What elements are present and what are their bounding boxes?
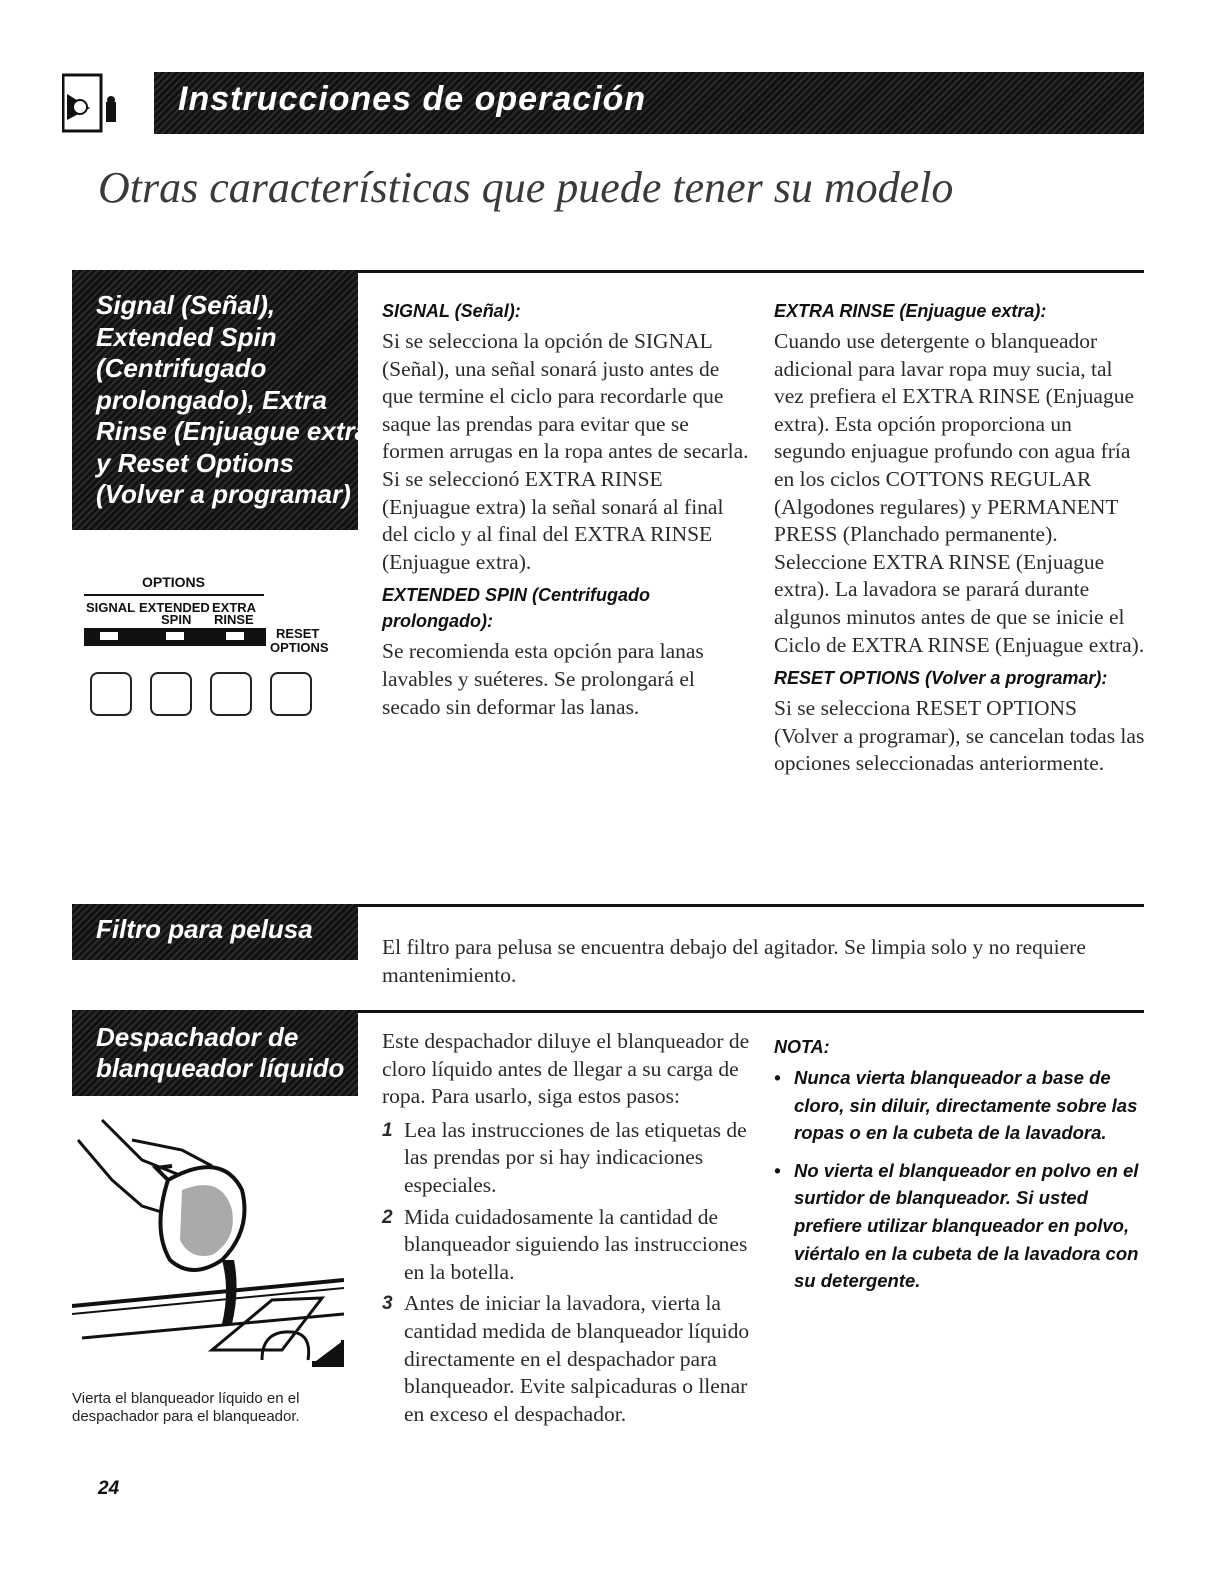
bullet-icon: •: [774, 1067, 781, 1088]
bullet-icon: •: [774, 1159, 781, 1181]
panel-spin-label: SPIN: [161, 612, 192, 627]
washer-operation-icon: [62, 72, 120, 134]
section1-rule: [358, 270, 1144, 273]
list-item: [382, 1204, 752, 1287]
panel-indicator-strip: [84, 628, 266, 646]
reset-options-text: Si se selecciona RESET OPTIONS (Volver a programar), se cancelan todas las opciones seleccionadas anteriormente.: [774, 696, 1145, 776]
panel-extra-label: EXTRA: [212, 600, 257, 615]
panel-button: [210, 672, 252, 716]
list-item: [774, 1064, 1144, 1147]
dispenser-intro: Este despachador diluye el blanqueador de cloro líquido antes de llegar a su carga de ropa. Para usarlo, siga estos pasos:: [382, 1029, 750, 1109]
panel-extended-label: EXTENDED: [139, 600, 210, 615]
panel-reset-label: RESET: [276, 626, 320, 641]
extra-rinse-heading: EXTRA RINSE (Enjuague extra):: [774, 301, 1047, 321]
panel-reset-options-label: OPTIONS: [270, 640, 329, 655]
note-text: Nunca vierta blanqueador a base de cloro, sin diluir, directamente sobre las ropas o en la cubeta de la lavadora.: [794, 1067, 1138, 1144]
step-text: Lea las instrucciones de las etiquetas de las prendas por si hay indicaciones especiales.: [404, 1117, 747, 1197]
step-number: 3: [382, 1293, 393, 1315]
sidebar-line: y Reset Options: [96, 447, 294, 478]
step-number: 2: [382, 1206, 393, 1228]
section2-sidebar-title: Filtro para pelusa: [96, 914, 313, 944]
pouring-bleach-illustration: [72, 1110, 344, 1382]
options-panel-illustration: [78, 548, 340, 748]
section1-col1: [382, 294, 752, 727]
list-item: [382, 1117, 752, 1200]
extended-spin-heading: EXTENDED SPIN (Centrifugado prolongado):: [382, 585, 651, 632]
step-text: Mida cuidadosamente la cantidad de blanqueador siguiendo las instrucciones en la botella.: [404, 1204, 748, 1284]
section2-text: El filtro para pelusa se encuentra debajo del agitador. Se limpia solo y no requiere mantenimiento.: [382, 935, 1086, 987]
sidebar-line: blanqueador líquido: [96, 1053, 345, 1083]
section2-sidebar: [72, 904, 358, 960]
extra-rinse-text: Cuando use detergente o blanqueador adicional para lavar ropa muy sucia, tal vez prefiera el EXTRA RINSE (Enjuague extra). Esta opción proporciona un segundo enjuague profundo con agua fría en los ciclos COTTONS REGULAR (Algodones regulares) y PERMANENT PRESS (Planchado permanente). Seleccione EXTRA RINSE (Enjuague extra). La lavadora se parará durante algunos minutos antes de que se inicie el Ciclo de EXTRA RINSE (Enjuague extra).: [774, 329, 1145, 657]
page-number: 24: [98, 1478, 120, 1499]
list-item: [382, 1290, 752, 1428]
section1-col2: [774, 294, 1146, 784]
section2-rule: [358, 904, 1144, 907]
extended-spin-text: Se recomienda esta opción para lanas lavables y suéteres. Se prolongará el secado sin deformar las lanas.: [382, 639, 704, 719]
panel-options-label: OPTIONS: [142, 574, 206, 590]
list-item: [774, 1157, 1144, 1295]
panel-button: [150, 672, 192, 716]
step-number: 1: [382, 1119, 393, 1141]
step-text: Antes de iniciar la lavadora, vierta la cantidad medida de blanqueador líquido directamente en el despachador para blanqueador. Evite salpicaduras o llenar en exceso el despachador.: [404, 1291, 750, 1426]
section3-col2: [774, 1030, 1144, 1305]
sidebar-line: Extended Spin: [96, 321, 277, 352]
sidebar-line: (Centrifugado: [96, 353, 267, 383]
page-title: Otras características que puede tener su modelo: [98, 163, 954, 212]
section3-col1: [382, 1028, 752, 1432]
panel-button: [270, 672, 312, 716]
panel-button: [90, 672, 132, 716]
illustration-caption: Vierta el blanqueador líquido en el despachador para el blanqueador.: [72, 1390, 300, 1425]
sidebar-line: Rinse (Enjuague extra): [96, 416, 378, 446]
sidebar-line: Signal (Señal),: [96, 290, 276, 320]
section1-sidebar: [72, 270, 378, 530]
section3-rule: [358, 1010, 1144, 1013]
sidebar-line: prolongado), Extra: [96, 384, 328, 415]
panel-signal-label: SIGNAL: [86, 600, 136, 615]
signal-text: Si se selecciona la opción de SIGNAL (Señal), una señal sonará justo antes de que termine el ciclo para recordarle que saque las prendas para evitar que se formen arrugas en la ropa antes de secarla. Si se seleccionó EXTRA RINSE (Enjuague extra) la señal sonará al final del ciclo y al final del EXTRA RINSE (Enjuague extra).: [382, 329, 749, 574]
sidebar-line: Despachador de: [96, 1022, 299, 1052]
reset-options-heading: RESET OPTIONS (Volver a programar):: [774, 668, 1108, 689]
note-text: No vierta el blanqueador en polvo en el surtidor de blanqueador. Si usted prefiere utilizar blanqueador en polvo, viértalo en la cubeta de la lavadora con su detergente.: [794, 1159, 1139, 1292]
header-title: Instrucciones de operación: [178, 80, 647, 118]
steps-list: [382, 1117, 752, 1429]
panel-options-rule: [84, 594, 264, 596]
section3-sidebar: [72, 1010, 358, 1096]
panel-rinse-label: RINSE: [214, 612, 254, 627]
signal-heading: SIGNAL (Señal):: [382, 301, 521, 321]
note-heading: NOTA:: [774, 1037, 830, 1057]
sidebar-line: (Volver a programar): [96, 479, 351, 509]
